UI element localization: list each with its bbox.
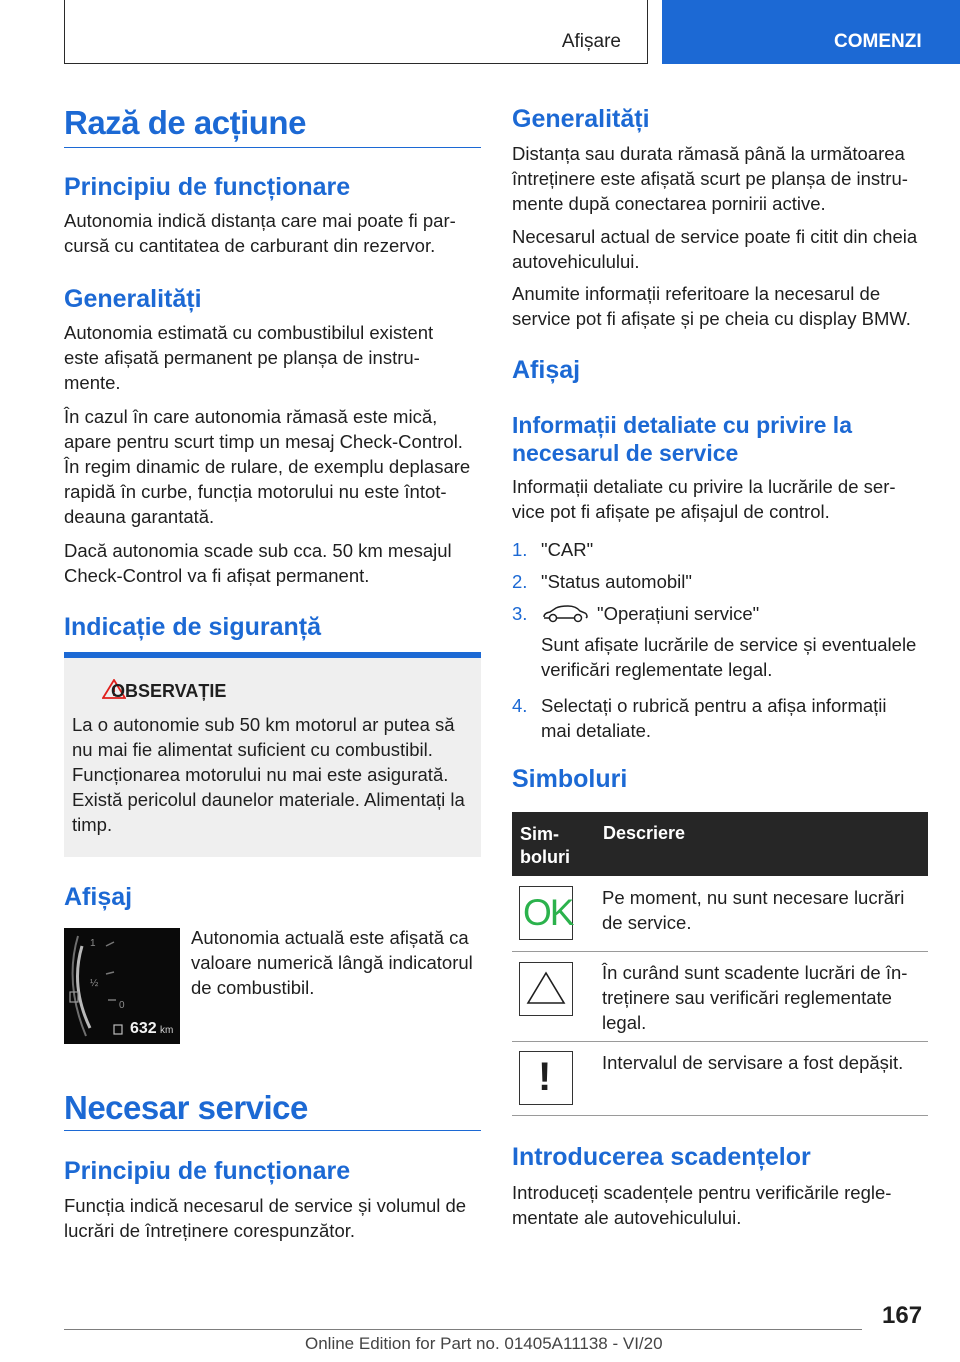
table-header-description: Descriere — [603, 823, 686, 843]
table-row-description: Intervalul de servisare a fost depășit. — [602, 1052, 904, 1073]
general-paragraph-1: Autonomia estimată cu combustibilul existent este afișată permanent pe planșa de instru- mente. — [64, 322, 434, 393]
service-principle-paragraph: Funcția indică necesarul de service și volumul de lucrări de întreținere corespunzător. — [64, 1195, 467, 1241]
heading-rule — [64, 147, 481, 148]
exclamation-icon: ! — [519, 1051, 573, 1105]
ok-symbol-icon: OK — [519, 886, 573, 940]
note-box — [64, 652, 481, 857]
heading-details: Informații detaliate cu privire la necesarul de service — [512, 412, 852, 466]
heading-service-principle: Principiu de funcționare — [64, 1157, 351, 1185]
chapter-tab-label: COMENZI — [834, 31, 922, 52]
table-header-symbols: Sim- boluri — [520, 824, 570, 867]
table-row-description: În curând sunt scadente lucrări de în- treținere sau verificări reglementate legal. — [602, 962, 908, 1033]
right-general-paragraph-1: Distanța sau durata rămasă până la următoarea întreținere este afișată scurt pe planșa de instru- mente după conectarea pornirii active. — [512, 143, 908, 214]
note-text: La o autonomie sub 50 km motorul ar putea să nu mai fie alimentat suficient cu combustibil. Funcționarea motorului nu mai este asigurată. Există pericolul daunelor materiale. Alimentați la timp. — [72, 714, 465, 835]
footer-rule — [64, 1329, 862, 1330]
right-general-paragraph-2: Necesarul actual de service poate fi citit din cheia autovehiculului. — [512, 226, 918, 272]
heading-rule-2 — [64, 1130, 481, 1131]
general-paragraph-3: Dacă autonomia scade sub cca. 50 km mesajul Check-Control va fi afișat permanent. — [64, 540, 452, 586]
heading-principle: Principiu de funcționare — [64, 173, 351, 201]
heading-symbols: Simboluri — [512, 765, 628, 793]
heading-general-right: Generalități — [512, 105, 650, 133]
list-item: 1. "CAR" — [512, 539, 594, 560]
gauge-scale-top: 1 — [90, 938, 96, 949]
heading-display: Afișaj — [64, 883, 133, 911]
page-number: 167 — [882, 1302, 923, 1329]
gauge-scale-bottom: 0 — [119, 1000, 125, 1011]
gauge-scale-mid: ½ — [90, 978, 99, 989]
table-row-description: Pe moment, nu sunt necesare lucrări de service. — [602, 887, 905, 933]
details-paragraph: Informații detaliate cu privire la lucrările de ser- vice pot fi afișate pe afișajul de control. — [512, 476, 896, 522]
fuel-gauge-image — [64, 928, 180, 1044]
header-section-title: Afișare — [561, 31, 621, 52]
table-row-divider — [512, 1115, 928, 1116]
gauge-range-unit: km — [160, 1025, 174, 1036]
header-section-box — [64, 0, 648, 64]
steps-list — [512, 537, 932, 753]
heading-service-need: Necesar service — [64, 1089, 308, 1126]
right-general-paragraph-3: Anumite informații referitoare la necesarul de service pot fi afișate și pe cheia cu display BMW. — [512, 283, 911, 329]
chapter-tab[interactable] — [662, 0, 960, 64]
heading-display-right: Afișaj — [512, 356, 581, 384]
note-top-bar — [64, 652, 481, 658]
heading-safety: Indicație de siguranță — [64, 613, 322, 641]
car-icon — [542, 604, 588, 629]
list-item: 3. "Operațiuni service" Sunt afișate lucrările de service și eventualele verificări reglementate legal. — [512, 603, 917, 680]
deadlines-paragraph: Introduceți scadențele pentru verificările regle- mentate ale autovehiculului. — [512, 1182, 892, 1228]
warning-triangle-icon — [519, 962, 573, 1016]
general-paragraph-2: În cazul în care autonomia rămasă este mică, apare pentru scurt timp un mesaj Check-Control. În regim dinamic de rulare, de exemplu deplasare rapidă în curbe, funcția motorului nu este întot- deauna garantată. — [64, 406, 471, 527]
list-item: 2. "Status automobil" — [512, 571, 692, 592]
footer-edition: Online Edition for Part no. 01405A11138 - VI/20 — [305, 1334, 663, 1353]
display-paragraph: Autonomia actuală este afișată ca valoare numerică lângă indicatorul de combustibil. — [191, 927, 473, 998]
principle-paragraph: Autonomia indică distanța care mai poate fi par- cursă cu cantitatea de carburant din rezervor. — [64, 210, 456, 256]
table-header — [512, 812, 928, 876]
table-row — [512, 1042, 928, 1116]
list-item: 4. Selectați o rubrică pentru a afișa informații mai detaliate. — [512, 695, 887, 741]
table-row — [512, 952, 928, 1042]
gauge-range-value: 632 — [130, 1020, 157, 1037]
heading-range: Rază de acțiune — [64, 104, 306, 141]
note-label: OBSERVAȚIE — [111, 681, 227, 701]
heading-general: Generalități — [64, 285, 202, 313]
heading-deadlines: Introducerea scadențelor — [512, 1143, 811, 1171]
table-row — [512, 876, 928, 952]
